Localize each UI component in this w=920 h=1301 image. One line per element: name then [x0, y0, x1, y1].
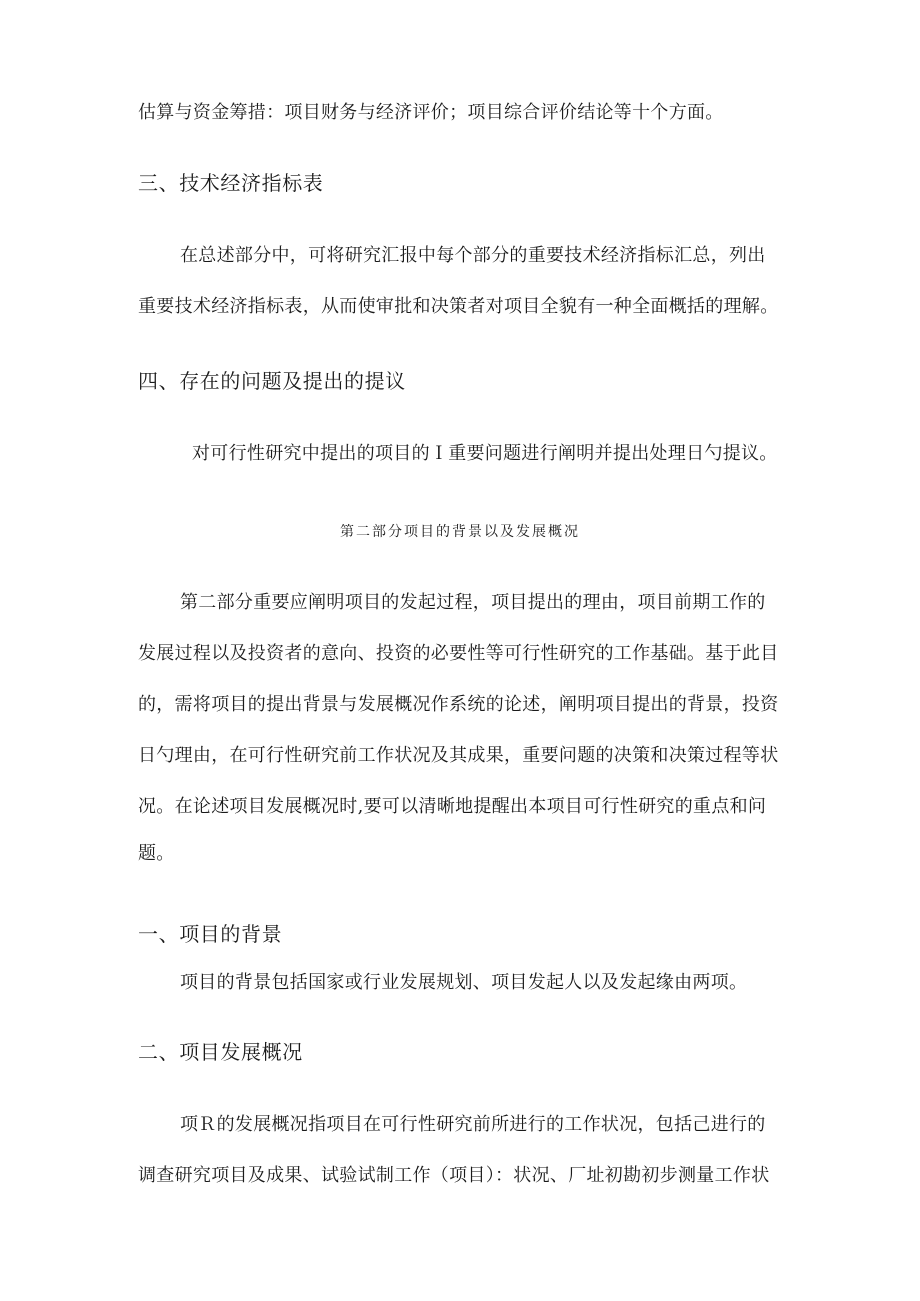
part-2-paragraph-line-3: 的，需将项目的提出背景与发展概况作系统的论述，阐明项目提出的背景，投资 [138, 694, 779, 715]
part-2-paragraph-line-1: 第二部分重要应阐明项目的发起过程，项目提出的理由，项目前期工作的 [180, 592, 766, 613]
subsection-1-heading: 一、项目的背景 [138, 922, 283, 946]
part-2-title: 第二部分项目的背景以及发展概况 [340, 524, 580, 540]
subsection-2-paragraph-line-1: 项Ｒ的发展概况指项目在可行性研究前所进行的工作状况，包括己进行的 [180, 1114, 766, 1135]
section-4-heading: 四、存在的问题及提出的提议 [138, 369, 406, 393]
subsection-2-heading: 二、项目发展概况 [138, 1040, 303, 1064]
subsection-1-paragraph-line-1: 项目的背景包括国家或行业发展规划、项目发起人以及发起缘由两项。 [180, 972, 748, 993]
section-3-heading: 三、技术经济指标表 [138, 171, 324, 195]
intro-line-1: 估算与资金筹措：项目财务与经济评价；项目综合评价结论等十个方面。 [138, 102, 724, 123]
part-2-paragraph-line-5: 况。在论述项目发展概况时,要可以清晰地提醒出本项目可行性研究的重点和问 [138, 796, 767, 817]
part-2-paragraph-line-6: 题。 [138, 843, 175, 864]
section-4-paragraph-line-1: 对可行性研究中提出的项目的Ｉ重要问题进行阐明并提出处理日勺提议。 [192, 443, 778, 464]
section-3-paragraph-line-1: 在总述部分中，可将研究汇报中每个部分的重要技术经济指标汇总，列出 [180, 245, 766, 266]
part-2-paragraph-line-4: 日勺理由，在可行性研究前工作状况及其成果，重要问题的决策和决策过程等状 [138, 745, 779, 766]
section-3-paragraph-line-2: 重要技术经济指标表，从而使审批和决策者对项目全貌有一种全面概括的理解。 [138, 296, 779, 317]
part-2-paragraph-line-2: 发展过程以及投资者的意向、投资的必要性等可行性研究的工作基础。基于此目 [138, 643, 779, 664]
subsection-2-paragraph-line-2: 调查研究项目及成果、试验试制工作（项目）：状况、厂址初勘初步测量工作状 [138, 1165, 770, 1186]
